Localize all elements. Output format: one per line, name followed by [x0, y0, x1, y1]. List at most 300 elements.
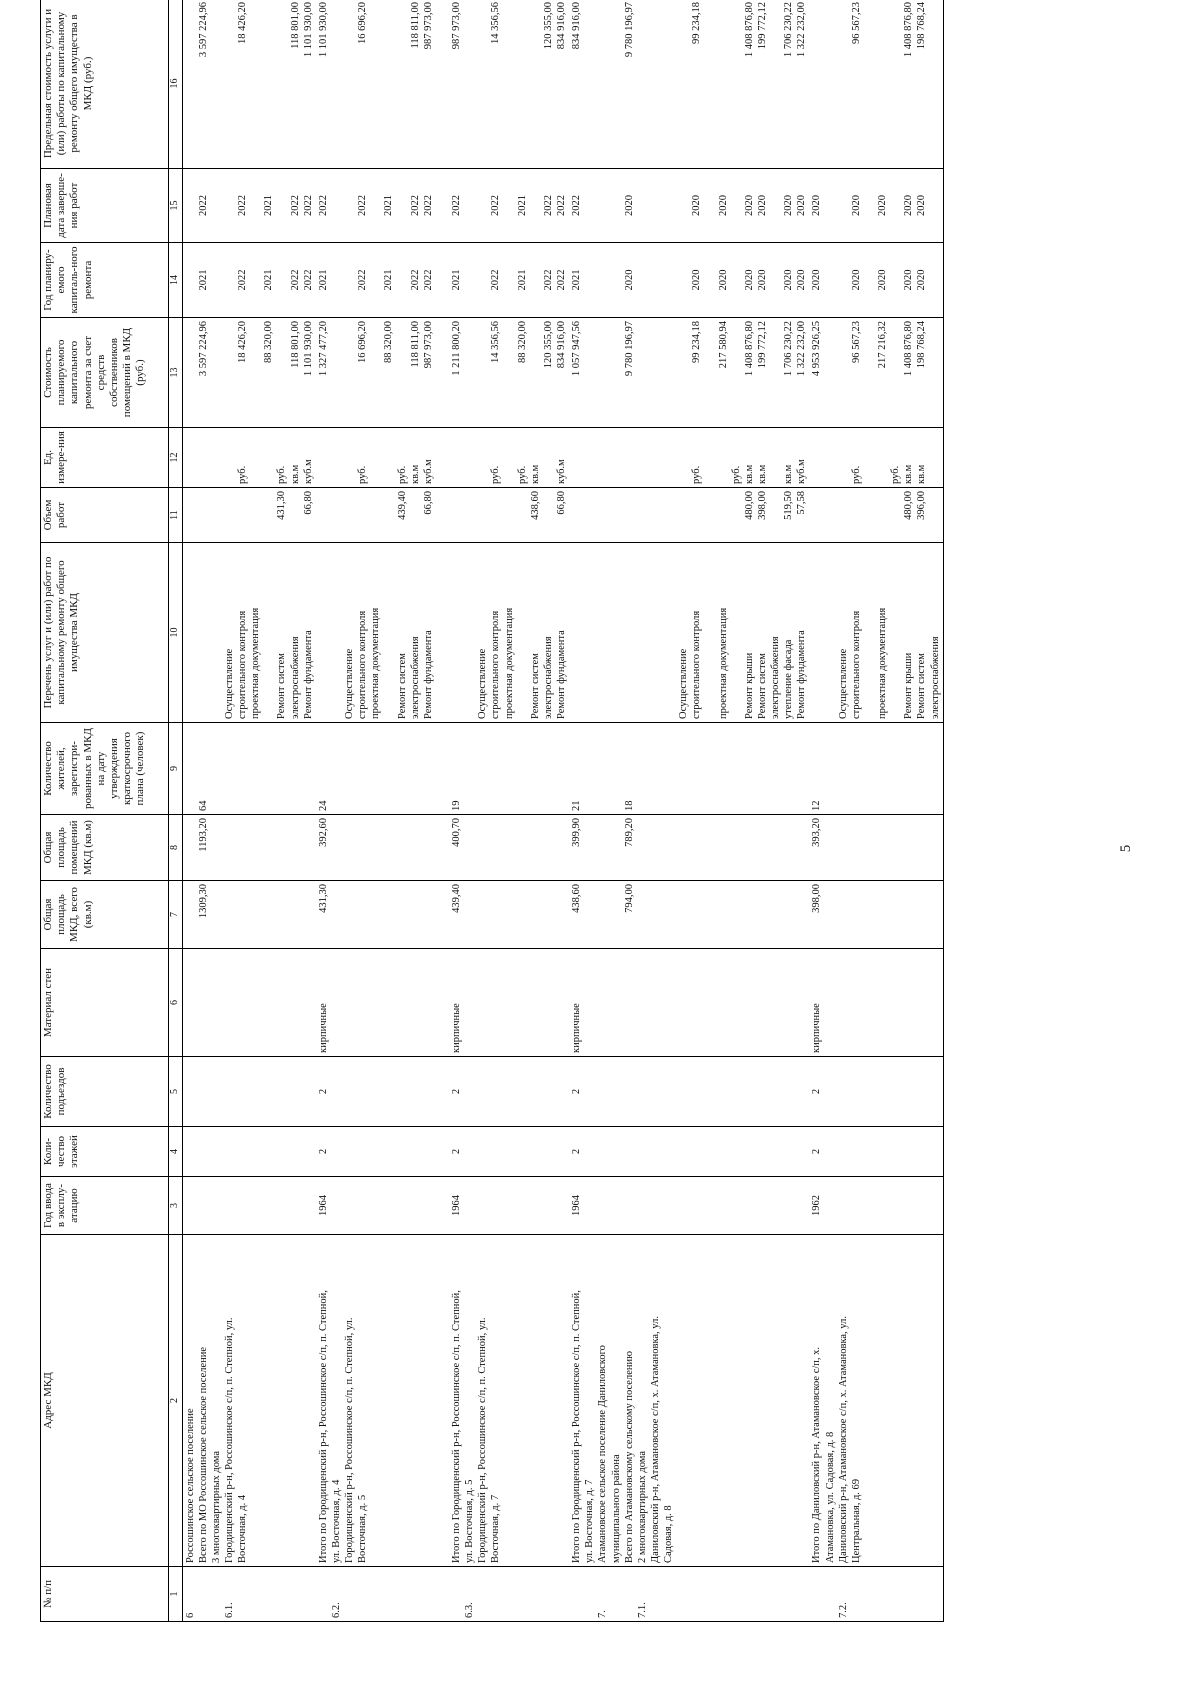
- cell-line: 57,58: [796, 491, 808, 515]
- cell-limit: [569, 0, 676, 169]
- cell-line: 6.2.: [330, 1602, 342, 1618]
- cell-line: 118 811,00: [409, 321, 421, 368]
- cell-line: проектная документация: [717, 607, 729, 719]
- cell-line: [929, 246, 942, 314]
- cell-line: [596, 321, 609, 424]
- cell-line: [596, 884, 609, 945]
- cell-line: [824, 431, 837, 484]
- cell-line: 987 973,00: [422, 321, 434, 369]
- cell-line: [677, 246, 690, 314]
- cell-line: [863, 246, 876, 314]
- cell-line: 2020: [783, 269, 795, 291]
- cell-line: Ремонт крыши: [743, 652, 755, 719]
- cell-line: 1 706 230,22: [783, 321, 795, 377]
- cell-residents: [676, 723, 809, 815]
- cell-line: 2020: [877, 269, 888, 291]
- cell-line: 2022: [490, 195, 502, 216]
- column-header-2: Адрес МКД: [41, 1235, 169, 1567]
- cell-line: [529, 172, 542, 239]
- cell-line: [343, 1570, 356, 1618]
- cell-line: 118 801,00: [289, 2, 301, 49]
- column-number-3: 3: [169, 1177, 183, 1235]
- cell-line: [863, 172, 876, 239]
- cell-line: электроснабжения: [289, 636, 301, 719]
- cell-date_end: [809, 169, 943, 243]
- cell-line: 88 320,00: [516, 321, 528, 363]
- cell-line: 987 973,00: [422, 2, 434, 50]
- cell-line: [184, 546, 197, 719]
- cell-line: 519,50: [783, 491, 795, 520]
- cell-line: 1 211 800,20: [451, 321, 462, 376]
- cell-line: [289, 1238, 302, 1563]
- cell-line: [503, 246, 516, 314]
- table-row: [809, 0, 943, 1622]
- cell-line: [184, 246, 197, 314]
- cell-line: [369, 321, 382, 424]
- cell-addr: [809, 1235, 943, 1567]
- cell-line: [382, 491, 395, 539]
- table-row: [449, 0, 569, 1622]
- cell-line: [249, 1570, 262, 1618]
- cell-line: кирпичные: [317, 1003, 329, 1053]
- cell-line: 88 320,00: [383, 321, 395, 363]
- cell-line: [703, 2, 716, 165]
- cell-line: [450, 431, 463, 484]
- cell-line: [529, 1238, 542, 1563]
- cell-line: 2022: [542, 195, 554, 216]
- cell-year: [182, 1177, 316, 1235]
- cell-line: [382, 1570, 395, 1618]
- cell-line: [876, 431, 889, 484]
- cell-line: [396, 1238, 409, 1563]
- cell-floors: [569, 1127, 676, 1177]
- cell-line: 16 696,20: [357, 2, 369, 44]
- cell-line: электроснабжения: [770, 636, 781, 719]
- cell-line: 987 973,00: [451, 2, 462, 50]
- cell-line: 9 780 196,97: [623, 321, 635, 377]
- cell-line: Атамановка, ул. Садовая, д. 8: [824, 1431, 836, 1563]
- cell-line: 1 101 930,00: [302, 2, 314, 58]
- cell-line: строительного контроля: [490, 610, 502, 719]
- cell-line: [929, 431, 942, 484]
- column-number-10: 10: [169, 543, 183, 723]
- cell-line: [610, 321, 623, 424]
- cell-line: [330, 172, 343, 239]
- cell-line: [889, 246, 902, 314]
- cell-line: 396,00: [916, 491, 928, 520]
- cell-line: Осуществление: [678, 648, 690, 719]
- table-row: [182, 0, 316, 1622]
- cell-line: [450, 491, 463, 539]
- cell-year_plan: [316, 243, 449, 318]
- cell-line: 2020: [756, 269, 768, 291]
- cell-line: 16 696,20: [357, 321, 369, 363]
- cell-line: 393,20: [811, 818, 823, 847]
- cell-line: [210, 2, 223, 165]
- cell-line: [369, 246, 382, 314]
- cell-line: [516, 546, 529, 719]
- cell-line: 2022: [197, 195, 209, 216]
- cell-line: Россошинское сельское поселение: [184, 1408, 196, 1563]
- cell-line: 18 426,20: [237, 2, 248, 44]
- cell-line: 2022: [289, 269, 301, 291]
- cell-year: [316, 1177, 449, 1235]
- cell-line: [863, 491, 876, 539]
- cell-line: 1964: [317, 1195, 329, 1216]
- cell-line: [889, 321, 902, 424]
- cell-line: [850, 491, 863, 539]
- cell-line: строительного контроля: [850, 610, 862, 719]
- cell-no: [809, 1567, 943, 1622]
- cell-line: [703, 491, 716, 539]
- cell-line: Ремонт систем: [756, 653, 768, 719]
- cell-line: утепление фасада: [783, 639, 795, 719]
- repair-plan-table: [40, 0, 944, 1622]
- cell-area_total: [676, 881, 809, 949]
- cell-line: 2022: [237, 195, 248, 216]
- cell-line: [223, 431, 236, 484]
- cell-line: [677, 2, 690, 165]
- cell-line: 217 216,32: [877, 321, 888, 369]
- cell-line: [184, 726, 197, 811]
- cell-line: [317, 1570, 330, 1618]
- cell-line: [717, 2, 730, 165]
- cell-line: [422, 1570, 435, 1618]
- cell-line: Ремонт систем: [916, 653, 928, 719]
- cell-line: Ремонт крыши: [903, 652, 915, 719]
- cell-limit: [676, 0, 809, 169]
- cell-line: [197, 546, 210, 719]
- cell-line: 18: [623, 800, 635, 811]
- cell-addr: [182, 1235, 316, 1567]
- cell-line: [330, 321, 343, 424]
- cell-line: [837, 431, 850, 484]
- cell-line: [516, 1238, 529, 1563]
- cell-line: [503, 431, 516, 484]
- cell-residents: [316, 723, 449, 815]
- cell-line: куб.м: [422, 459, 434, 484]
- cell-line: [503, 491, 516, 539]
- cell-line: Осуществление: [344, 648, 355, 719]
- column-number-8: 8: [169, 815, 183, 881]
- cell-line: 834 916,00: [556, 2, 567, 50]
- cell-line: руб.: [276, 465, 288, 484]
- cell-line: 2022: [422, 195, 434, 216]
- cell-line: Восточная, д. 5: [357, 1494, 369, 1563]
- cell-line: [197, 1570, 210, 1618]
- cell-line: 2020: [743, 195, 755, 216]
- column-header-7: Общая площадь МКД, всего (кв.м): [41, 881, 169, 949]
- cell-line: 6.3.: [464, 1602, 476, 1618]
- cell-line: 399,90: [571, 818, 583, 847]
- cell-line: [249, 246, 262, 314]
- cell-line: [503, 321, 516, 424]
- cell-year: [809, 1177, 943, 1235]
- cell-area_rooms: [316, 815, 449, 881]
- cell-line: [677, 491, 690, 539]
- cell-floors: [676, 1127, 809, 1177]
- cell-line: 96 567,23: [850, 321, 862, 363]
- cell-line: 2020: [796, 269, 808, 291]
- cell-line: [876, 491, 889, 539]
- cell-line: [583, 726, 596, 811]
- cell-line: [837, 172, 850, 239]
- cell-volume: [316, 488, 449, 543]
- cell-line: [610, 818, 623, 877]
- cell-area_total: [449, 881, 569, 949]
- cell-line: кв.м: [409, 464, 421, 484]
- cell-line: 2022: [490, 269, 502, 291]
- column-number-7: 7: [169, 881, 183, 949]
- cell-residents: [449, 723, 569, 815]
- cell-line: Осуществление: [223, 648, 235, 719]
- cell-line: Всего по Атамановскому сельскому поселению: [623, 1351, 635, 1563]
- cell-line: 1 408 876,80: [743, 321, 755, 377]
- cell-line: [703, 321, 716, 424]
- cell-line: [810, 431, 823, 484]
- cell-line: [583, 321, 596, 424]
- cell-unit: [182, 428, 316, 488]
- cell-limit: [316, 0, 449, 169]
- cell-line: 199 772,12: [756, 321, 768, 369]
- cell-line: кв.м: [289, 464, 301, 484]
- cell-line: Ремонт фундамента: [422, 630, 434, 719]
- cell-unit: [316, 428, 449, 488]
- cell-line: [824, 321, 837, 424]
- page-number: 5: [1118, 844, 1134, 853]
- cell-line: [810, 546, 823, 719]
- cell-year: [449, 1177, 569, 1235]
- cell-line: 120 355,00: [542, 2, 554, 50]
- cell-line: [730, 546, 743, 719]
- cell-line: Городищенский р-н, Россошинское с/п, п. Степной, ул.: [344, 1317, 355, 1563]
- column-header-6: Материал стен: [41, 949, 169, 1057]
- cell-entrances: [676, 1057, 809, 1127]
- cell-line: Итого по Городищенский р-н, Россошинское с/п, п. Степной,: [451, 1290, 462, 1563]
- cell-addr: [316, 1235, 449, 1567]
- cell-line: [275, 1238, 288, 1563]
- cell-area_rooms: [809, 815, 943, 881]
- cell-line: [596, 818, 609, 877]
- cell-line: [223, 246, 236, 314]
- cell-line: 2021: [317, 269, 329, 291]
- cell-line: 2020: [796, 195, 808, 216]
- cell-line: [824, 246, 837, 314]
- cell-line: [210, 246, 223, 314]
- cell-line: Итого по Даниловский р-н, Атамановское с/п, х.: [811, 1346, 823, 1563]
- cell-line: 2022: [302, 195, 314, 216]
- cell-line: [476, 431, 489, 484]
- cell-floors: [316, 1127, 449, 1177]
- cell-line: Городищенский р-н, Россошинское с/п, п. Степной, ул.: [223, 1317, 235, 1563]
- cell-line: 118 811,00: [409, 2, 421, 49]
- cell-line: [583, 246, 596, 314]
- cell-line: 99 234,18: [691, 321, 703, 363]
- cell-line: [343, 2, 356, 165]
- cell-line: 24: [317, 800, 329, 811]
- cell-line: [610, 1570, 623, 1618]
- column-number-16: 16: [169, 0, 183, 169]
- cell-line: 2: [451, 1088, 462, 1095]
- column-header-12: Ед. измере-ния: [41, 428, 169, 488]
- cell-entrances: [182, 1057, 316, 1127]
- cell-line: [583, 884, 596, 945]
- cell-line: [275, 321, 288, 424]
- cell-line: 438,60: [571, 884, 583, 913]
- cell-unit: [449, 428, 569, 488]
- cell-line: [369, 1570, 382, 1618]
- cell-line: 400,70: [451, 818, 462, 847]
- cell-line: 2020: [756, 195, 768, 216]
- cell-line: 439,40: [396, 491, 408, 520]
- cell-line: 2021: [516, 269, 528, 291]
- cell-line: 2022: [237, 269, 248, 291]
- cell-line: 2020: [916, 269, 928, 291]
- cell-line: [677, 431, 690, 484]
- cell-line: 2: [317, 1088, 329, 1095]
- cell-line: 2022: [302, 269, 314, 291]
- cell-cost: [182, 318, 316, 428]
- cell-line: [210, 172, 223, 239]
- cell-line: [824, 2, 837, 165]
- cell-line: 2020: [850, 195, 862, 216]
- cell-line: [223, 321, 236, 424]
- cell-line: [223, 2, 236, 165]
- cell-line: [409, 491, 422, 539]
- cell-line: 2020: [811, 195, 823, 216]
- cell-line: [463, 246, 476, 314]
- cell-line: 2022: [556, 269, 567, 291]
- column-header-5: Количество подъездов: [41, 1057, 169, 1127]
- cell-line: [610, 726, 623, 811]
- cell-line: [184, 431, 197, 484]
- cell-line: 7.1.: [636, 1602, 648, 1618]
- cell-line: 2021: [263, 269, 275, 291]
- cell-line: [289, 491, 302, 539]
- cell-line: [330, 546, 343, 719]
- column-number-9: 9: [169, 723, 183, 815]
- cell-line: [529, 321, 542, 424]
- cell-line: [542, 1238, 555, 1563]
- cell-line: [824, 1570, 837, 1618]
- cell-line: 66,80: [302, 491, 314, 515]
- cell-line: [769, 246, 782, 314]
- cell-line: 2022: [556, 195, 567, 216]
- cell-line: [717, 431, 730, 484]
- cell-addr: [569, 1235, 676, 1567]
- cell-line: [703, 172, 716, 239]
- column-number-14: 14: [169, 243, 183, 318]
- cell-line: [610, 884, 623, 945]
- cell-line: [317, 431, 330, 484]
- cell-line: [330, 2, 343, 165]
- cell-volume: [182, 488, 316, 543]
- cell-line: 438,60: [529, 491, 541, 520]
- cell-line: [837, 321, 850, 424]
- cell-material: [316, 949, 449, 1057]
- cell-line: [382, 1238, 395, 1563]
- cell-line: Центральная, д. 69: [850, 1478, 862, 1563]
- column-header-13: Стоимость планируемого капитального ремонта за счет средств собственников помещений в МКД (руб.): [41, 318, 169, 428]
- cell-line: [435, 1238, 448, 1563]
- cell-area_total: [316, 881, 449, 949]
- cell-line: 9 780 196,97: [623, 2, 635, 58]
- cell-line: куб.м: [302, 459, 314, 484]
- cell-entrances: [449, 1057, 569, 1127]
- cell-date_end: [569, 169, 676, 243]
- cell-floors: [182, 1127, 316, 1177]
- cell-line: [356, 491, 369, 539]
- cell-line: Итого по Городищенский р-н, Россошинское с/п, п. Степной,: [571, 1290, 583, 1563]
- cell-line: [476, 491, 489, 539]
- cell-works: [182, 543, 316, 723]
- cell-line: [596, 726, 609, 811]
- cell-year_plan: [182, 243, 316, 318]
- cell-line: 1964: [451, 1195, 462, 1216]
- cell-line: [596, 172, 609, 239]
- cell-cost: [569, 318, 676, 428]
- cell-line: проектная документация: [503, 607, 515, 719]
- cell-line: [343, 246, 356, 314]
- cell-line: [463, 431, 476, 484]
- cell-line: руб.: [490, 465, 502, 484]
- cell-floors: [809, 1127, 943, 1177]
- column-number-15: 15: [169, 169, 183, 243]
- cell-line: [889, 491, 902, 539]
- cell-line: [369, 491, 382, 539]
- cell-line: [184, 172, 197, 239]
- cell-line: 120 355,00: [542, 321, 554, 369]
- cell-line: 398,00: [811, 884, 823, 913]
- cell-line: 1 101 930,00: [302, 321, 314, 377]
- cell-unit: [809, 428, 943, 488]
- cell-area_rooms: [569, 815, 676, 881]
- cell-line: Даниловский р-н, Атамановское с/п, х. Атамановка, ул.: [837, 1316, 849, 1563]
- cell-line: [703, 431, 716, 484]
- cell-line: [596, 246, 609, 314]
- cell-line: 2022: [542, 269, 554, 291]
- cell-line: [583, 818, 596, 877]
- cell-line: [236, 1570, 249, 1618]
- cell-line: 7.: [597, 1610, 609, 1618]
- cell-line: [330, 246, 343, 314]
- column-header-16: Предельная стоимость услуги и (или) работы по капитальному ремонту общего имущества в МКД (руб.): [41, 0, 169, 169]
- cell-no: [182, 1567, 316, 1622]
- cell-line: [343, 172, 356, 239]
- cell-line: 789,20: [623, 818, 635, 847]
- cell-line: 392,60: [317, 818, 329, 847]
- cell-line: 834 916,00: [571, 2, 583, 50]
- cell-line: 2022: [357, 269, 369, 291]
- cell-line: [876, 2, 889, 165]
- column-header-9: Количество жителей, зарегистри-рованных в МКД на дату утверждения краткосрочного плана (человек): [41, 723, 169, 815]
- cell-line: [396, 172, 409, 239]
- cell-line: 2022: [317, 195, 329, 216]
- cell-line: кирпичные: [571, 1003, 583, 1053]
- cell-line: [889, 546, 902, 719]
- cell-date_end: [316, 169, 449, 243]
- table-row: [676, 0, 809, 1622]
- cell-residents: [569, 723, 676, 815]
- cell-line: руб.: [396, 465, 408, 484]
- cell-line: [703, 246, 716, 314]
- cell-line: [262, 491, 275, 539]
- cell-line: [769, 491, 782, 539]
- cell-line: 14 356,56: [490, 2, 502, 44]
- cell-line: 794,00: [623, 884, 635, 913]
- cell-material: [569, 949, 676, 1057]
- cell-line: 1 408 876,80: [903, 2, 915, 58]
